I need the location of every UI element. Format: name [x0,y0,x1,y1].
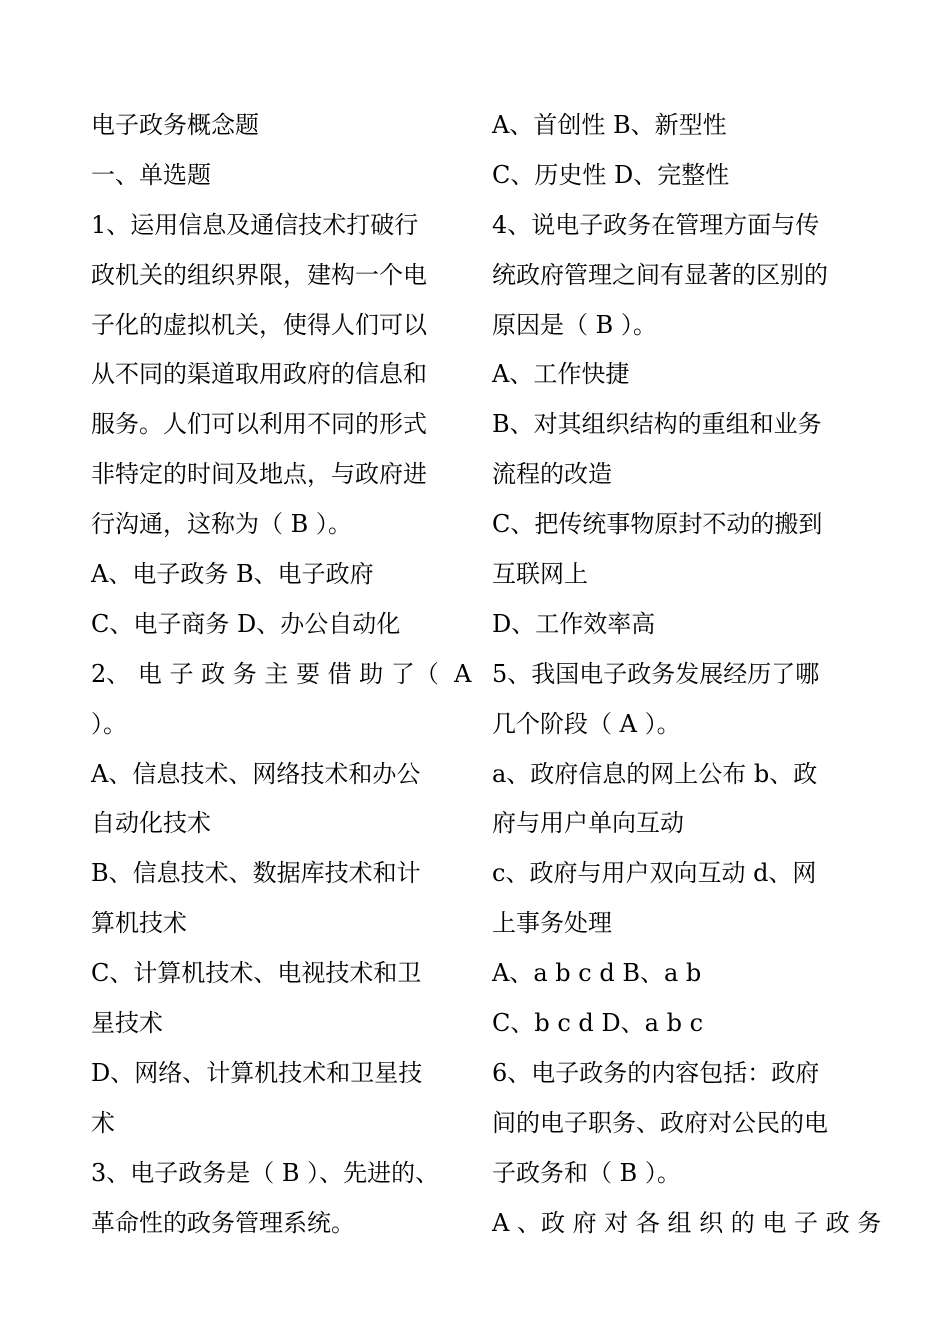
text-line: 2、 电 子 政 务 主 要 借 助 了（ A [91,659,472,688]
text-line: A、a b c d B、a b [492,959,702,988]
text-line: 流程的改造 [492,460,612,489]
text-line: 上事务处理 [492,909,612,938]
text-line: 政机关的组织界限，建构一个电 [91,260,427,289]
text-line: 几个阶段（ A ）。 [492,709,681,738]
text-line: 非特定的时间及地点，与政府进 [91,460,427,489]
text-line: 术 [91,1108,115,1137]
text-line: 间的电子职务、政府对公民的电 [492,1108,828,1137]
text-line: 算机技术 [91,909,187,938]
text-line: ）。 [91,709,127,738]
text-line: 1、运用信息及通信技术打破行 [91,210,419,239]
text-line: C、b c d D、a b c [492,1009,704,1038]
text-line: 4、说电子政务在管理方面与传 [492,210,820,239]
text-line: A、首创性 B、新型性 [492,111,727,139]
text-line: C、历史性 D、完整性 [492,160,730,189]
text-line: C、计算机技术、电视技术和卫 [91,959,422,988]
left-column [91,101,472,1248]
text-line: a、政府信息的网上公布 b、政 [492,759,818,788]
text-line: 革命性的政务管理系统。 [91,1208,355,1237]
text-line: 子政务和（ B ）。 [492,1158,681,1187]
text-line: A、信息技术、网络技术和办公 [91,759,421,788]
text-line: 星技术 [91,1009,163,1038]
text-line: 互联网上 [492,560,588,589]
text-line: c、政府与用户双向互动 d、网 [492,859,817,888]
text-line: 3、电子政务是（ B ）、先进的、 [91,1158,440,1187]
text-line: B、对其组织结构的重组和业务 [492,410,822,439]
text-line: 5、我国电子政务发展经历了哪 [492,659,820,688]
right-column [492,101,882,1248]
text-line: C、电子商务 D、办公自动化 [91,609,401,638]
text-line: C、把传统事物原封不动的搬到 [492,510,823,539]
text-line: 6、电子政务的内容包括：政府 [492,1058,820,1087]
section-heading: 一、单选题 [91,160,211,189]
text-line: 自动化技术 [91,809,211,838]
text-line: 原因是（ B ）。 [492,310,657,339]
text-line: 服务。人们可以利用不同的形式 [91,410,427,439]
text-line: 从不同的渠道取用政府的信息和 [91,360,427,389]
text-line: 统政府管理之间有显著的区别的 [492,260,828,289]
text-line: A、电子政务 B、电子政府 [91,560,374,589]
text-line: D、网络、计算机技术和卫星技 [91,1058,423,1087]
doc-title: 电子政务概念题 [91,111,259,139]
text-line: A、工作快捷 [492,360,630,389]
text-line: 府与用户单向互动 [492,809,684,838]
text-line: B、信息技术、数据库技术和计 [91,859,421,888]
text-line: A 、政 府 对 各 组 织 的 电 子 政 务 [492,1208,882,1237]
text-line: 行沟通，这称为（ B ）。 [91,510,352,539]
text-line: D、工作效率高 [492,609,656,638]
text-line: 子化的虚拟机关，使得人们可以 [91,310,427,339]
